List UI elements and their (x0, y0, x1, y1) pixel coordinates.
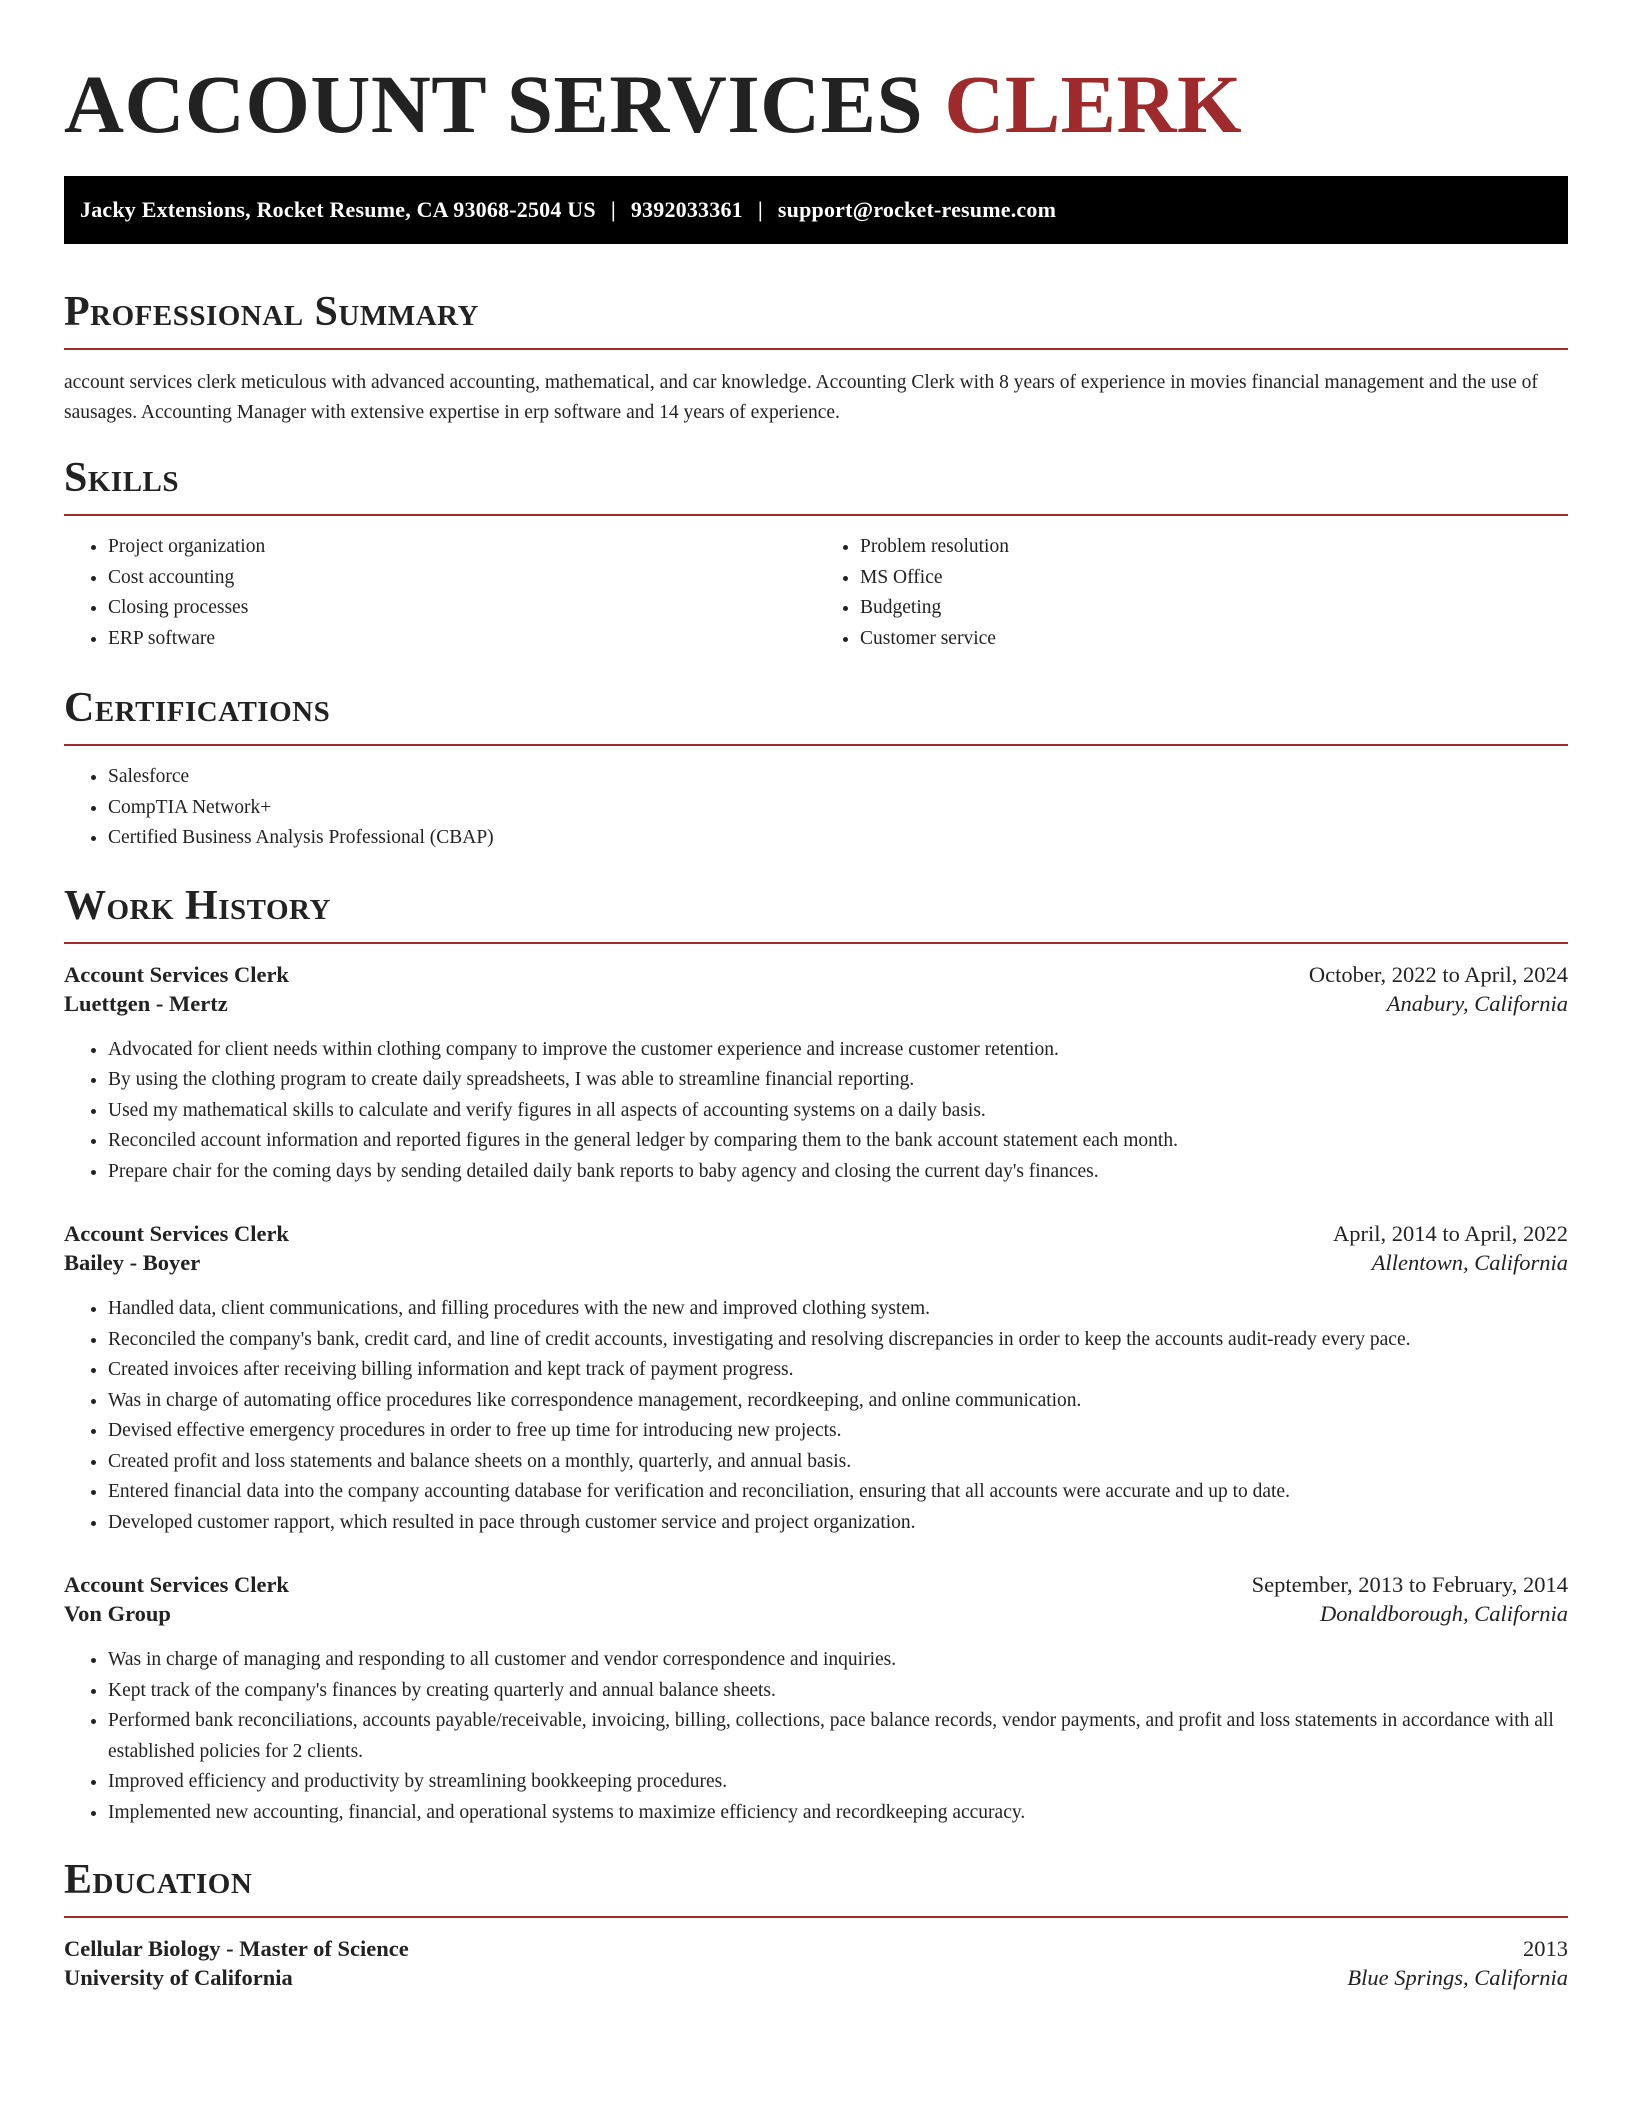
contact-email: support@rocket-resume.com (777, 197, 1057, 222)
job-dates: September, 2013 to February, 2014 (1251, 1572, 1568, 1597)
contact-separator: | (757, 197, 763, 222)
name-accent: CLERK (944, 58, 1243, 150)
job-bullet: • Reconciled the company's bank, credit card, and line of credit accounts, investigating and resolving discrepancies in order to keep the accounts audit-ready every pace. (108, 1325, 1568, 1356)
skills-column-left (64, 532, 816, 654)
job-bullet: • Improved efficiency and productivity by streamlining bookkeeping procedures. (108, 1767, 1568, 1798)
section-title-work-history: Work History (64, 882, 331, 929)
job-location: Donaldborough, California (1320, 1601, 1568, 1626)
contact-phone: 9392033361 (630, 197, 743, 222)
skill-item: • Cost accounting (108, 563, 816, 594)
job-bullet: • Advocated for client needs within clothing company to improve the customer experience and increase customer retention. (108, 1035, 1568, 1066)
education-year: 2013 (1523, 1936, 1568, 1961)
education-school: University of California (64, 1965, 293, 1990)
skill-item: • Project organization (108, 532, 816, 563)
section-rule (64, 348, 1568, 350)
job-bullet: • Prepare chair for the coming days by sending detailed daily bank reports to baby agency and closing the current day's finances. (108, 1157, 1568, 1188)
job-bullet: • Created profit and loss statements and balance sheets on a monthly, quarterly, and annual basis. (108, 1447, 1568, 1478)
skill-item: • Customer service (860, 624, 1568, 655)
education-entry (64, 1936, 1568, 1991)
skill-item: • Problem resolution (860, 532, 1568, 563)
job-bullet: • By using the clothing program to create daily spreadsheets, I was able to streamline financial reporting. (108, 1065, 1568, 1096)
certification-item: • CompTIA Network+ (108, 793, 1568, 824)
job-entry (64, 1221, 1568, 1538)
certification-item: • Salesforce (108, 762, 1568, 793)
job-title: Account Services Clerk (64, 1572, 289, 1597)
job-bullets (64, 1294, 1568, 1538)
resume-title (64, 0, 1568, 154)
job-bullet: • Was in charge of automating office procedures like correspondence management, recordkeeping, and online communication. (108, 1386, 1568, 1417)
contact-bar (64, 176, 1568, 244)
skills-list (64, 532, 1568, 654)
job-bullet: • Implemented new accounting, financial, and operational systems to maximize efficiency and recordkeeping accuracy. (108, 1798, 1568, 1829)
skill-item: • ERP software (108, 624, 816, 655)
section-rule (64, 744, 1568, 746)
job-company: Bailey - Boyer (64, 1250, 201, 1275)
job-entry (64, 962, 1568, 1188)
job-company: Von Group (64, 1601, 171, 1626)
section-title-summary: Professional Summary (64, 289, 479, 335)
skill-item: • Budgeting (860, 593, 1568, 624)
job-location: Allentown, California (1371, 1250, 1568, 1275)
job-bullet: • Developed customer rapport, which resulted in pace through customer service and project organization. (108, 1508, 1568, 1539)
job-bullet: • Created invoices after receiving billing information and kept track of payment progress. (108, 1355, 1568, 1386)
certification-item: • Certified Business Analysis Professional (CBAP) (108, 823, 1568, 854)
summary-text: account services clerk meticulous with advanced accounting, mathematical, and car knowledge. Accounting Clerk with 8 years of experience in movies financial management and the use of sausages. Accounting Manager with extensive expertise in erp software and 14 years of experience. (64, 372, 1538, 423)
job-bullet: • Kept track of the company's finances by creating quarterly and annual balance sheets. (108, 1676, 1568, 1707)
job-entry (64, 1572, 1568, 1828)
skill-item: • MS Office (860, 563, 1568, 594)
name-main: ACCOUNT SERVICES (64, 58, 924, 150)
contact-address: Jacky Extensions, Rocket Resume, CA 93068-2504 US (80, 197, 596, 222)
job-dates: October, 2022 to April, 2024 (1308, 961, 1568, 987)
job-bullet: • Was in charge of managing and responding to all customer and vendor correspondence and inquiries. (108, 1645, 1568, 1676)
skills-column-right (816, 532, 1568, 654)
job-bullet: • Entered financial data into the company accounting database for verification and reconciliation, ensuring that all accounts were accurate and up to date. (108, 1477, 1568, 1508)
job-title: Account Services Clerk (64, 961, 289, 987)
skill-item: • Closing processes (108, 593, 816, 624)
job-bullet: • Used my mathematical skills to calculate and verify figures in all aspects of accounting systems on a daily basis. (108, 1096, 1568, 1127)
education-degree: Cellular Biology - Master of Science (64, 1936, 409, 1961)
job-company: Luettgen - Mertz (64, 990, 228, 1016)
section-title-skills: Skills (64, 455, 180, 501)
job-bullet: • Reconciled account information and reported figures in the general ledger by comparing them to the bank account statement each month. (108, 1126, 1568, 1157)
job-bullet: • Performed bank reconciliations, accounts payable/receivable, invoicing, billing, collections, pace balance records, vendor payments, and profit and loss statements in accordance with all established policies for 2 clients. (108, 1706, 1568, 1767)
job-bullets (64, 1645, 1568, 1828)
section-rule (64, 942, 1568, 944)
job-title: Account Services Clerk (64, 1221, 289, 1246)
section-rule (64, 514, 1568, 516)
education-location: Blue Springs, California (1347, 1965, 1568, 1990)
job-location: Anabury, California (1386, 990, 1568, 1016)
job-dates: April, 2014 to April, 2022 (1333, 1221, 1568, 1246)
job-bullet: • Devised effective emergency procedures in order to free up time for introducing new projects. (108, 1416, 1568, 1447)
section-title-education: Education (64, 1857, 253, 1903)
section-title-certifications: Certifications (64, 685, 331, 731)
job-bullet: • Handled data, client communications, and filling procedures with the new and improved clothing system. (108, 1294, 1568, 1325)
contact-separator: | (610, 197, 616, 222)
section-rule (64, 1916, 1568, 1918)
certifications-list (64, 762, 1568, 854)
job-bullets (64, 1035, 1568, 1188)
